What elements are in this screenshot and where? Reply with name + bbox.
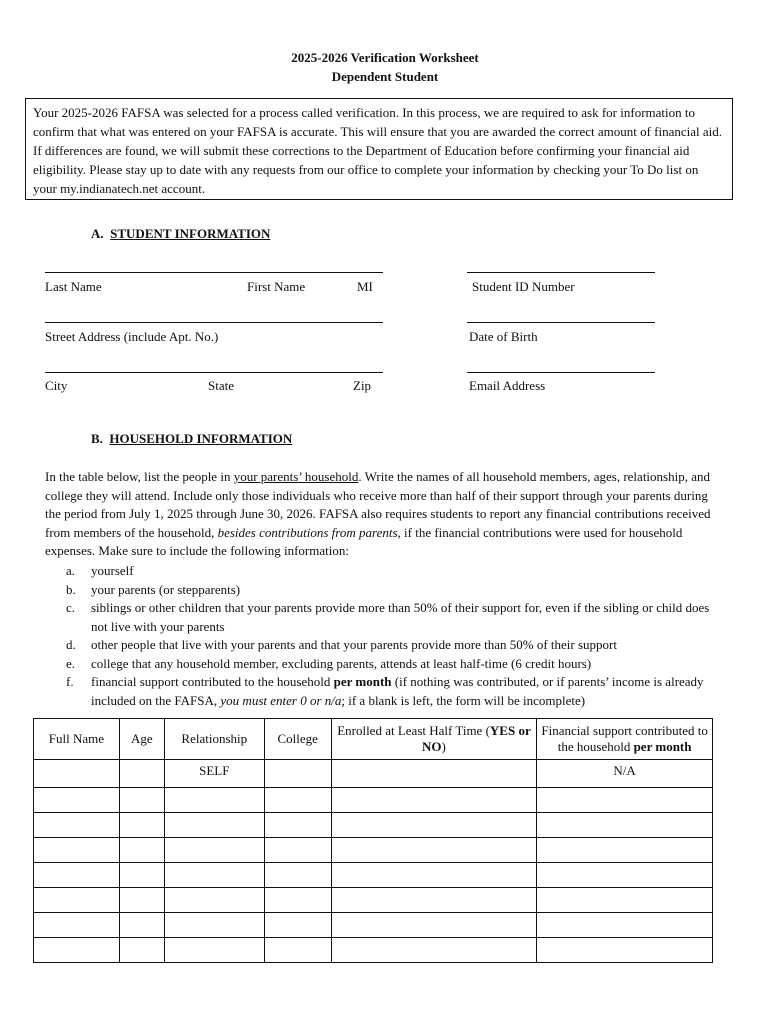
cell-relationship[interactable] (164, 888, 264, 913)
list-item (66, 636, 726, 655)
list-item (66, 599, 726, 636)
cell-college[interactable] (264, 813, 331, 838)
household-table (33, 718, 713, 963)
list-marker: e. (66, 655, 76, 671)
section-b-letter: B. (91, 431, 103, 446)
cell-relationship[interactable] (164, 813, 264, 838)
list-text: college that any household member, excluding parents, attends at least half-time (6 credit hours) (91, 655, 592, 671)
list-marker: b. (66, 581, 76, 597)
list-text: financial support contributed to the household (91, 674, 334, 689)
dob-label: Date of Birth (469, 329, 538, 344)
cell-enrolled[interactable] (331, 760, 537, 788)
cell-enrolled[interactable] (331, 813, 537, 838)
col-enrolled-half-time (331, 719, 537, 760)
cell-support[interactable] (537, 938, 713, 963)
list-text: siblings or other children that your parents provide more than 50% of their support for, even if the sibling or child does not live with your parents (91, 600, 710, 634)
cell-age[interactable] (119, 938, 164, 963)
mi-label: MI (357, 279, 373, 294)
cell-support[interactable] (537, 863, 713, 888)
cell-college[interactable] (264, 838, 331, 863)
list-text: ; if a blank is left, the form will be incomplete) (341, 692, 586, 708)
cell-relationship[interactable] (164, 913, 264, 938)
cell-age[interactable] (119, 913, 164, 938)
title-line-2: Dependent Student (331, 69, 439, 84)
section-a-letter: A. (91, 226, 104, 241)
street-label: Street Address (include Apt. No.) (45, 329, 219, 344)
list-item (66, 655, 726, 674)
instructions-text-1: In the table below, list the people in (45, 469, 234, 484)
col-full-name: Full Name (34, 719, 120, 760)
col-financial-support (537, 719, 713, 760)
instructions-text-3: , if the financial contributions were used for household expenses. Make sure to include the following information: (45, 524, 683, 558)
table-row (34, 788, 713, 813)
cell-age[interactable] (119, 863, 164, 888)
cell-college[interactable] (264, 788, 331, 813)
cell-relationship: SELF (164, 760, 264, 788)
list-text: yourself (91, 563, 134, 578)
cell-age[interactable] (119, 788, 164, 813)
list-marker: a. (66, 563, 76, 578)
intro-text: Your 2025-2026 FAFSA was selected for a process called verification. In this process, we are required to ask for information to confirm that what was entered on your FAFSA is accurate. This will ensure that you are awarded the correct amount of financial aid. If differences are found, we will submit these corrections to the Department of Education before confirming your financial aid eligibility. Please stay up to date with any requests from our office to complete your information by checking your To Do list on your my.indianatech.net account. (33, 105, 723, 196)
cell-enrolled[interactable] (331, 863, 537, 888)
section-a-title: STUDENT INFORMATION (110, 226, 271, 241)
cell-enrolled[interactable] (331, 888, 537, 913)
cell-age[interactable] (119, 813, 164, 838)
list-item (66, 673, 726, 710)
cell-full-name[interactable] (34, 760, 120, 788)
table-row (34, 760, 713, 788)
cell-relationship[interactable] (164, 788, 264, 813)
cell-enrolled[interactable] (331, 938, 537, 963)
student-id-label: Student ID Number (472, 279, 575, 294)
city-line[interactable] (45, 372, 383, 373)
cell-age[interactable] (119, 888, 164, 913)
section-b-heading (91, 431, 292, 447)
col-enrolled-bold: YES or NO (422, 723, 531, 754)
list-marker: d. (66, 637, 76, 652)
name-line[interactable] (45, 272, 383, 273)
instructions-italic: besides contributions from parents (217, 524, 398, 540)
list-text: your parents (or stepparents) (91, 581, 241, 597)
cell-enrolled[interactable] (331, 788, 537, 813)
list-marker: c. (66, 600, 76, 615)
section-a-heading (91, 226, 270, 242)
cell-relationship[interactable] (164, 863, 264, 888)
table-row (34, 913, 713, 938)
list-text-italic: you must enter 0 or n/a (220, 692, 342, 708)
household-info-list (66, 562, 726, 710)
email-label: Email Address (469, 378, 546, 393)
cell-relationship[interactable] (164, 838, 264, 863)
cell-age[interactable] (119, 760, 164, 788)
list-text: other people that live with your parents and that your parents provide more than 50% of their support (91, 637, 617, 652)
cell-support[interactable] (537, 788, 713, 813)
cell-college[interactable] (264, 888, 331, 913)
col-age: Age (119, 719, 164, 760)
cell-enrolled[interactable] (331, 913, 537, 938)
list-item (66, 562, 726, 581)
table-row (34, 838, 713, 863)
col-enrolled-text-end: ) (441, 739, 446, 754)
first-name-label: First Name (247, 279, 306, 294)
table-row (34, 938, 713, 963)
list-marker: f. (66, 674, 74, 689)
cell-full-name[interactable] (34, 813, 120, 838)
col-enrolled-text: Enrolled at Least Half Time ( (337, 723, 490, 738)
cell-support[interactable] (537, 913, 713, 938)
table-row (34, 888, 713, 913)
section-b-title: HOUSEHOLD INFORMATION (109, 431, 293, 446)
col-college: College (264, 719, 331, 760)
household-table-body (34, 760, 713, 963)
street-line[interactable] (45, 322, 383, 323)
title-line-1: 2025-2026 Verification Worksheet (291, 50, 479, 65)
table-row (34, 863, 713, 888)
col-relationship: Relationship (164, 719, 264, 760)
col-support-bold: per month (633, 739, 692, 754)
cell-relationship[interactable] (164, 938, 264, 963)
cell-full-name[interactable] (34, 888, 120, 913)
intro-notice-box (25, 98, 733, 200)
list-text: (if nothing was contributed, or if parents’ income is already included on the FAFSA, (91, 674, 704, 708)
city-label: City (45, 378, 68, 393)
cell-age[interactable] (119, 838, 164, 863)
cell-full-name[interactable] (34, 938, 120, 963)
cell-college[interactable] (264, 863, 331, 888)
last-name-label: Last Name (45, 279, 102, 294)
cell-support[interactable] (537, 888, 713, 913)
cell-full-name[interactable] (34, 838, 120, 863)
instructions-text-2: . Write the names of all household members, ages, relationship, and college they will attend. Include only those individuals who receive more than half of their support through your parents during the period from July 1, 2025 through June 30, 2026. FAFSA also requires students to report any financial contributions received from members of the household, (45, 469, 711, 540)
household-instructions (45, 468, 725, 561)
cell-support[interactable] (537, 813, 713, 838)
cell-support: N/A (537, 760, 713, 788)
student-id-line[interactable] (467, 272, 655, 273)
cell-college[interactable] (264, 938, 331, 963)
cell-full-name[interactable] (34, 863, 120, 888)
cell-enrolled[interactable] (331, 838, 537, 863)
col-support-text: Financial support contributed to the household (541, 723, 708, 754)
cell-full-name[interactable] (34, 913, 120, 938)
email-line[interactable] (467, 372, 655, 373)
cell-college[interactable] (264, 760, 331, 788)
cell-college[interactable] (264, 913, 331, 938)
list-item (66, 581, 726, 600)
list-text-bold: per month (333, 674, 392, 689)
zip-label: Zip (353, 378, 372, 393)
table-header-row (34, 719, 713, 760)
dob-line[interactable] (467, 322, 655, 323)
state-label: State (208, 378, 234, 393)
cell-full-name[interactable] (34, 788, 120, 813)
worksheet-title (0, 48, 770, 86)
cell-support[interactable] (537, 838, 713, 863)
instructions-underlined: your parents’ household (233, 469, 359, 484)
table-row (34, 813, 713, 838)
